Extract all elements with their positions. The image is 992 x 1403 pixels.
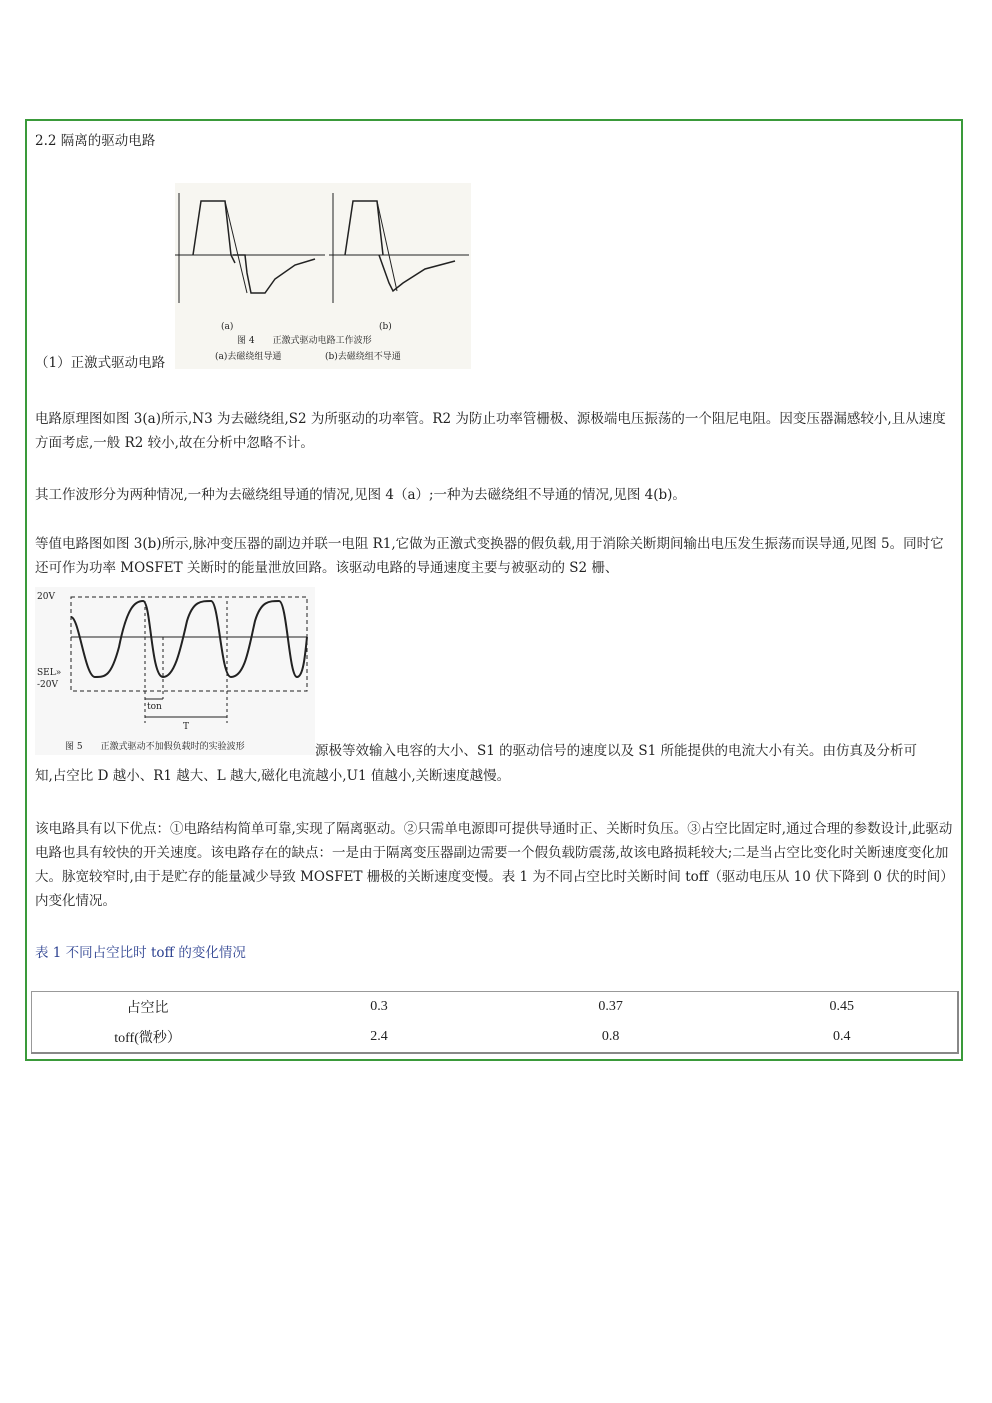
table-cell: 占空比 xyxy=(126,1001,169,1016)
figure-5-label-T: T xyxy=(183,722,190,732)
figure-5-caption: 图 5 正激式驱动不加假负载时的实验波形 xyxy=(65,742,245,752)
figure-5-label-sel: SEL» xyxy=(37,668,62,678)
table-cell: 0.37 xyxy=(598,999,623,1014)
section-1-label: （1）正激式驱动电路 xyxy=(35,355,166,371)
figure-5-label-top: 20V xyxy=(37,592,55,602)
paragraph-1: 电路原理图如图 3(a)所示,N3 为去磁绕组,S2 为所驱动的功率管。R2 为防止功率管栅极、源极端电压振荡的一个阻尼电阻。因变压器漏感较小,且从速度方面考虑,一般 R2 较小,故在分析中忽略不计。 xyxy=(35,411,946,451)
paragraph-3: 等值电路图如图 3(b)所示,脉冲变压器的副边并联一电阻 R1,它做为正激式变换器的假负载,用于消除关断期间输出电压发生振荡而误导通,见图 5。同时它还可作为功率 MOSFET 关断时的能量泄放回路。该驱动电路的导通速度主要与被驱动的 S2 栅、 xyxy=(35,536,944,576)
table-cell: 0.4 xyxy=(832,1029,851,1044)
figure-4-label-b: (b) xyxy=(379,322,392,332)
table-cell: toff(微秒） xyxy=(114,1031,181,1046)
figure-4-label-a: (a) xyxy=(221,322,234,332)
figure-4-caption-title: 图 4 正激式驱动电路工作波形 xyxy=(237,336,372,346)
figure-4-caption-a: (a)去磁绕组导通 xyxy=(215,352,282,362)
paragraph-5: 该电路具有以下优点：①电路结构简单可靠,实现了隔离驱动。②只需单电源即可提供导通时正、关断时负压。③占空比固定时,通过合理的参数设计,此驱动电路也具有较快的开关速度。该电路存在的缺点：一是由于隔离变压器副边需要一个假负载防震荡,故该电路损耗较大;二是当占空比变化时关断速度变化加大。脉宽较窄时,由于是贮存的能量减少导致 MOSFET 栅极的关断速度变慢。表 1 为不同占空比时关断时间 toff（驱动电压从 10 伏下降到 0 伏的时间）内变化情况。 xyxy=(35,821,953,909)
paragraph-4-line-2: 知,占空比 D 越小、R1 越大、L 越大,磁化电流越小,U1 值越小,关断速度越慢。 xyxy=(35,768,511,784)
table-row xyxy=(32,992,959,1023)
figure-5-label-ton: ton xyxy=(147,702,162,712)
content-frame xyxy=(25,119,963,1061)
figure-4-caption-b: (b)去磁绕组不导通 xyxy=(325,352,401,362)
table-cell: 0.8 xyxy=(601,1029,620,1044)
section-heading: 2.2 隔离的驱动电路 xyxy=(35,133,156,149)
figure-5-label-bottom: -20V xyxy=(37,680,58,690)
table-cell: 0.45 xyxy=(829,999,854,1014)
paragraph-4-line-1: 源极等效输入电容的大小、S1 的驱动信号的速度以及 S1 所能提供的电流大小有关。由仿真及分析可 xyxy=(315,743,918,759)
paragraph-2: 其工作波形分为两种情况,一种为去磁绕组导通的情况,见图 4（a）;一种为去磁绕组不导通的情况,见图 4(b)。 xyxy=(35,487,686,503)
figure-4-waveforms xyxy=(175,183,471,369)
table-row xyxy=(32,1022,959,1053)
duty-cycle-table xyxy=(31,991,959,1054)
figure-5-waveform xyxy=(35,587,315,755)
table-cell: 0.3 xyxy=(370,999,388,1014)
table-cell: 2.4 xyxy=(370,1029,388,1044)
table-caption: 表 1 不同占空比时 toff 的变化情况 xyxy=(35,945,246,961)
